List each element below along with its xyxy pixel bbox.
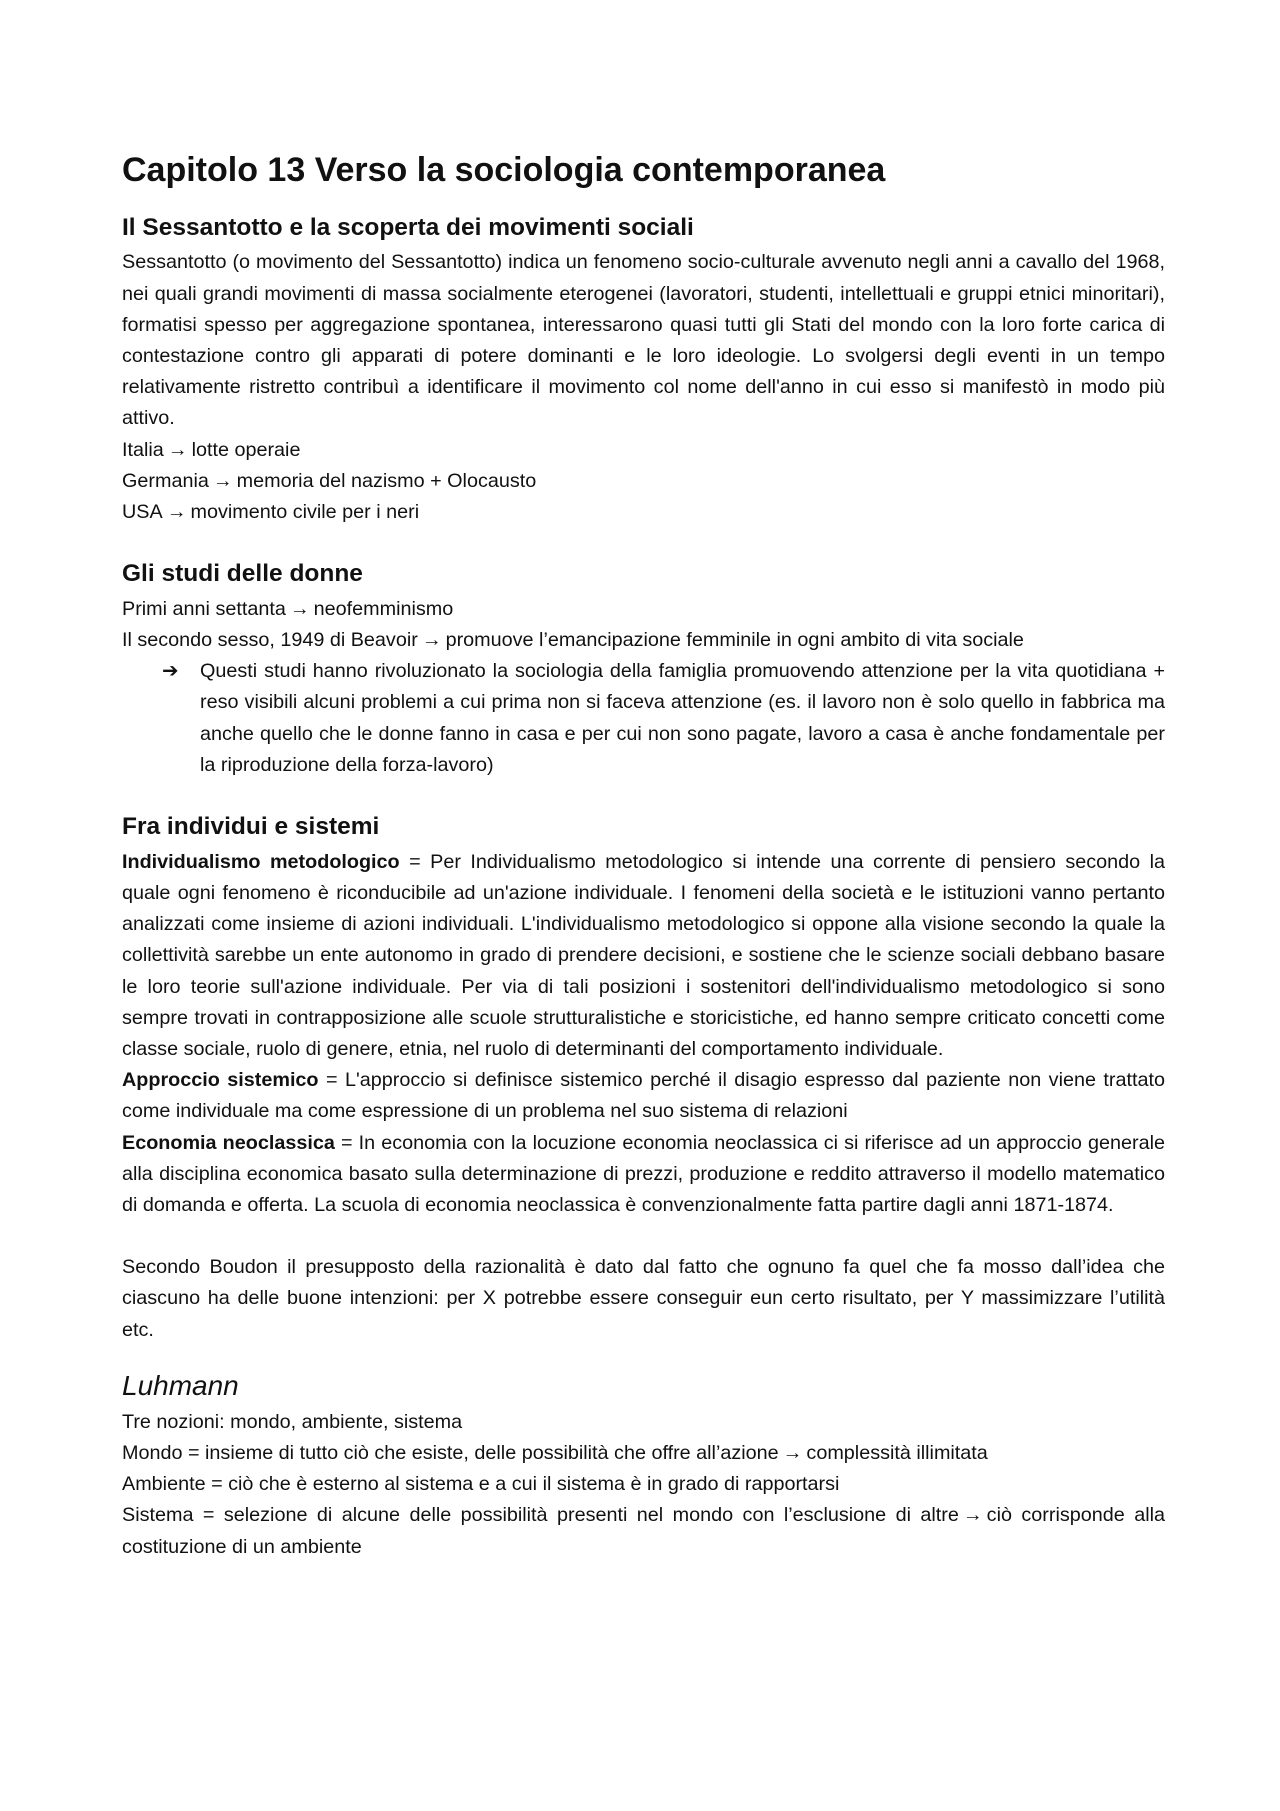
mondo-definition: Mondo = insieme di tutto ciò che esiste, delle possibilità che offre all’azione	[122, 1441, 779, 1464]
term-label: Individualismo metodologico	[122, 850, 400, 873]
luhmann-sistema	[122, 1500, 1165, 1562]
donne-line-2-left: Il secondo sesso, 1949 di Beavoir	[122, 629, 418, 652]
country-note: lotte operaie	[191, 438, 301, 461]
country-name: USA	[122, 501, 163, 524]
definition-approccio	[122, 1065, 1165, 1127]
mondo-consequence: complessità illimitata	[806, 1441, 988, 1464]
section-heading-individui: Fra individui e sistemi	[122, 813, 380, 841]
spacer	[122, 528, 1165, 559]
sistema-consequence: ciò corrisponde alla costituzione di un ambiente	[122, 1504, 1165, 1558]
term-label: Economia neoclassica	[122, 1131, 335, 1154]
luhmann-mondo	[122, 1438, 1165, 1469]
arrow-right-icon: →	[212, 469, 233, 492]
bullet-arrow-icon: ➔	[162, 660, 179, 683]
arrow-right-icon: →	[289, 597, 310, 620]
donne-line-1-left: Primi anni settanta	[122, 597, 286, 620]
sistema-definition: Sistema = selezione di alcune delle possibilità presenti nel mondo con l’esclusione di altre	[122, 1504, 959, 1527]
spacer	[122, 1221, 1165, 1252]
boudon-paragraph: Secondo Boudon il presupposto della razionalità è dato dal fatto che ognuno fa quel che fa mosso dall’idea che ciascuno ha delle buone intenzioni: per X potrebbe essere conseguir eun certo risultato, per Y massimizzare l’utilità etc.	[122, 1256, 1165, 1341]
section-heading-donne: Gli studi delle donne	[122, 560, 363, 588]
sessantotto-paragraph: Sessantotto (o movimento del Sessantotto) indica un fenomeno socio-culturale avvenuto negli anni a cavallo del 1968, nei quali grandi movimenti di massa socialmente eterogenei (lavoratori, studenti, intellettuali e gruppi etnici minoritari), formatisi spesso per aggregazione spontanea, interessarono quasi tutti gli Stati del mondo con la loro forte carica di contestazione contro gli apparati di potere dominanti e le loro ideologie. Lo svolgersi degli eventi in un tempo relativamente ristretto contribuì a identificare il movimento col nome dell'anno in cui esso si manifestò in modo più attivo.	[122, 251, 1165, 430]
definition-economia	[122, 1128, 1165, 1222]
country-line-italia	[122, 435, 1165, 466]
list-item	[122, 656, 1165, 781]
donne-bullet-text: Questi studi hanno rivoluzionato la sociologia della famiglia promuovendo attenzione per la vita quotidiana + reso visibili alcuni problemi a cui prima non si faceva attenzione (es. il lavoro non è solo quello in fabbrica ma anche quello che le donne fanno in casa e per cui non sono pagate, lavoro a casa è anche fondamentale per la riproduzione della forza-lavoro)	[200, 660, 1165, 776]
arrow-right-icon: →	[962, 1504, 983, 1527]
section-heading-sessantotto: Il Sessantotto e la scoperta dei movimenti sociali	[122, 213, 694, 241]
donne-line-1-right: neofemminismo	[313, 597, 454, 620]
country-note: memoria del nazismo + Olocausto	[236, 469, 537, 492]
definition-individualismo	[122, 847, 1165, 1065]
luhmann-intro: Tre nozioni: mondo, ambiente, sistema	[122, 1410, 463, 1433]
country-note: movimento civile per i neri	[190, 501, 420, 524]
arrow-right-icon: →	[782, 1441, 803, 1464]
arrow-right-icon: →	[167, 438, 188, 461]
country-line-germania	[122, 466, 1165, 497]
donne-line-2	[122, 625, 1165, 656]
country-line-usa	[122, 497, 1165, 528]
donne-line-1	[122, 594, 1165, 625]
spacer	[122, 781, 1165, 812]
country-name: Germania	[122, 469, 209, 492]
section-heading-luhmann: Luhmann	[122, 1369, 239, 1401]
term-definition: = Per Individualismo metodologico si intende una corrente di pensiero secondo la quale ogni fenomeno è riconducibile ad un'azione individuale. I fenomeni della società e le istituzioni vanno pertanto analizzati come insieme di azioni individuali. L'individualismo metodologico si oppone alla visione secondo la quale la collettività sarebbe un ente autonomo in grado di prendere decisioni, e sostiene che le scienze sociali debbano basare le loro teorie sull'azione individuale. Per via di tali posizioni i sostenitori dell'individualismo metodologico si sono sempre trovati in contrapposizione alle scuole strutturalistiche e storicistiche, ed hanno sempre criticato concetti come classe sociale, ruolo di genere, etnia, nel ruolo di determinanti del comportamento individuale.	[122, 850, 1165, 1060]
term-definition: = In economia con la locuzione economia neoclassica ci si riferisce ad un approccio generale alla disciplina economica basato sulla determinazione di prezzi, produzione e reddito attraverso il modello matematico di domanda e offerta. La scuola di economia neoclassica è convenzionalmente fatta partire dagli anni 1871-1874.	[122, 1131, 1165, 1216]
donne-line-2-right: promuove l’emancipazione femminile in ogni ambito di vita sociale	[445, 629, 1024, 652]
term-definition: = L'approccio si definisce sistemico perché il disagio espresso dal paziente non viene trattato come individuale ma come espressione di un problema nel suo sistema di relazioni	[122, 1069, 1165, 1123]
spacer	[122, 1346, 1165, 1368]
arrow-right-icon: →	[166, 501, 187, 524]
country-name: Italia	[122, 438, 164, 461]
term-label: Approccio sistemico	[122, 1069, 319, 1092]
chapter-title: Capitolo 13 Verso la sociologia contemporanea	[122, 151, 886, 189]
arrow-right-icon: →	[421, 629, 442, 652]
luhmann-ambiente: Ambiente = ciò che è esterno al sistema e a cui il sistema è in grado di rapportarsi	[122, 1473, 840, 1496]
